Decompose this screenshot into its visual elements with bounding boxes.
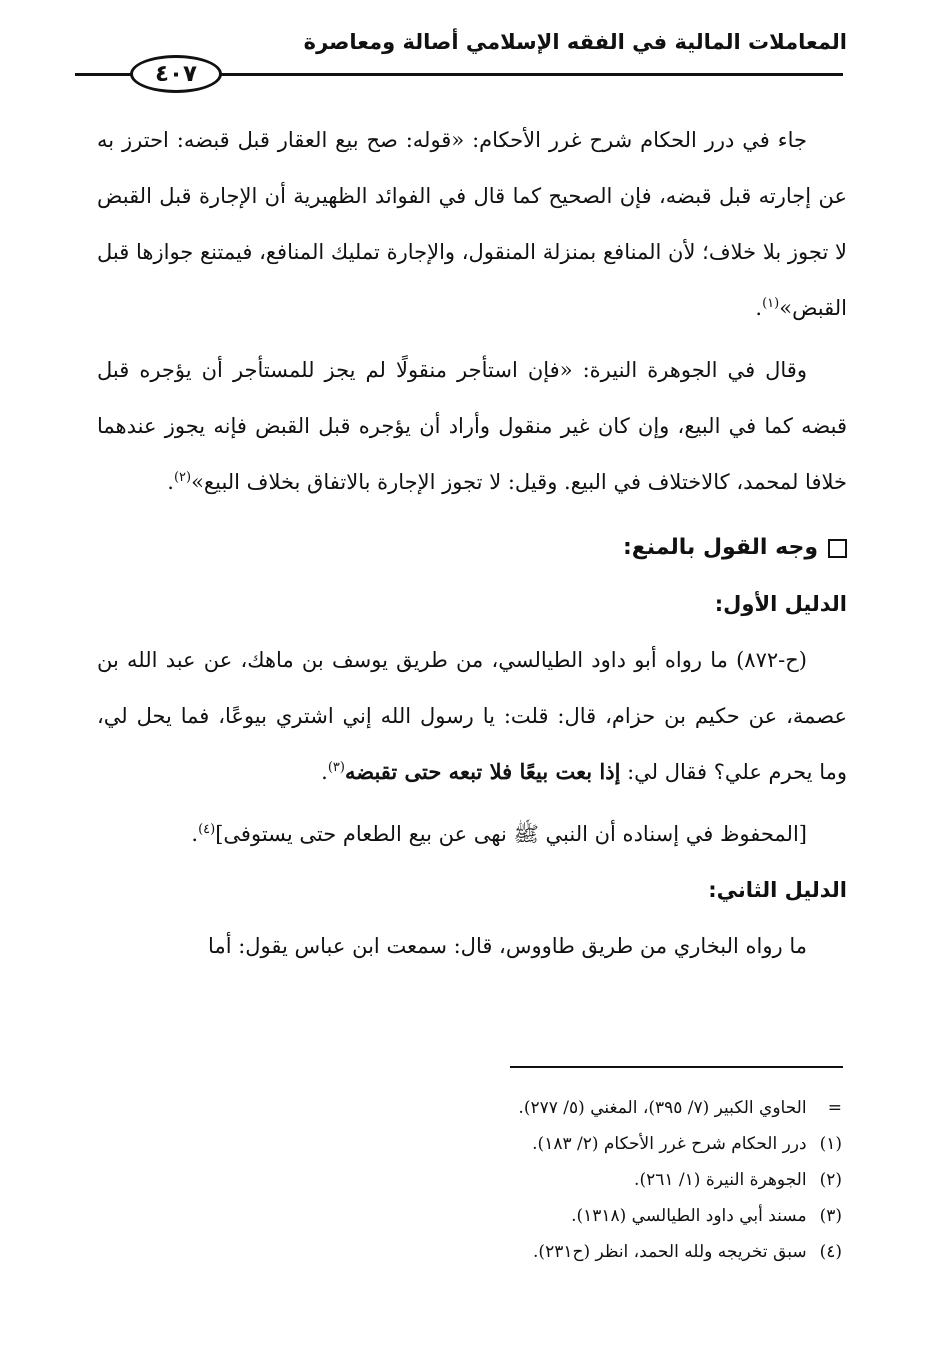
footnote-text: الحاوي الكبير (٧/ ٣٩٥)، المغني (٥/ ٢٧٧). xyxy=(518,1098,807,1118)
footnote-text: الجوهرة النيرة (١/ ٢٦١). xyxy=(634,1170,807,1190)
paragraph-end: . xyxy=(755,296,763,320)
evidence-two-heading: الدليل الثاني: xyxy=(708,878,847,902)
paragraph-jawhara xyxy=(97,342,847,510)
footnote-marker: (١) xyxy=(819,1134,842,1154)
footnote xyxy=(97,1234,842,1270)
footnote-ref[interactable]: (١) xyxy=(762,296,780,311)
evidence-one-heading: الدليل الأول: xyxy=(714,592,847,616)
paragraph-text: وقال في الجوهرة النيرة: «فإن استأجر منقولًا لم يجز للمستأجر أن يؤجره قبل قبضه كما في البيع، وإن كان غير منقول وأراد أن يؤجره قبل القبض فإنه يجوز عندهما خلافا لمحمد، كالاختلاف في البيع. وقيل: لا تجوز الإجارة بالاتفاق بخلاف البيع» xyxy=(97,358,847,494)
footnote xyxy=(97,1162,842,1198)
paragraph-bukhari xyxy=(97,918,847,974)
paragraph-end: . xyxy=(321,760,328,784)
footnote-marker: (٤) xyxy=(819,1242,842,1262)
footnote-marker: (٢) xyxy=(819,1170,842,1190)
footnote xyxy=(97,1090,842,1126)
footnote-rule xyxy=(510,1066,843,1068)
paragraph-text: جاء في درر الحكام شرح غرر الأحكام: «قوله: صح بيع العقار قبل قبضه: احترز به عن إجارته قبل قبضه، فإن الصحيح كما قال في الفوائد الظهيرية أن الإجارة قبل القبض لا تجوز بلا خلاف؛ لأن المنافع بمنزلة المنقول، والإجارة تمليك المنافع، فيمتنع جوازها قبل القبض» xyxy=(97,128,847,320)
footnote-ref[interactable]: (٢) xyxy=(173,470,192,485)
paragraph-hadith xyxy=(97,632,847,800)
paragraph-mahfuz xyxy=(97,806,847,862)
footnote-ref[interactable]: (٣) xyxy=(327,760,345,775)
paragraph-end: . xyxy=(191,822,199,846)
footnote xyxy=(97,1198,842,1234)
hadith-text: إذا بعت بيعًا فلا تبعه حتى تقبضه xyxy=(344,759,621,784)
footnote-marker: (٣) xyxy=(819,1206,842,1226)
page-number: ٤٠٧ xyxy=(130,55,222,93)
footnote-marker: = xyxy=(827,1098,842,1118)
section-heading-text: وجه القول بالمنع: xyxy=(622,535,818,560)
paragraph-text: (ح-٨٧٢) ما رواه أبو داود الطيالسي، من طريق يوسف بن ماهك، عن عبد الله بن عصمة، عن حكيم بن حزام، قال: قلت: يا رسول الله إني اشتري بيوعًا، فما يحل لي، وما يحرم علي؟ فقال لي: xyxy=(97,648,847,784)
footnotes xyxy=(97,1090,842,1270)
footnote-ref[interactable]: (٤) xyxy=(198,822,216,837)
footnote-text: درر الحكام شرح غرر الأحكام (٢/ ١٨٣). xyxy=(532,1134,807,1154)
body-text xyxy=(97,112,847,974)
footnote xyxy=(97,1126,842,1162)
paragraph-durar xyxy=(97,112,847,336)
running-header: المعاملات المالية في الفقه الإسلامي أصالة ومعاصرة xyxy=(303,30,847,54)
paragraph-text: [المحفوظ في إسناده أن النبي ﷺ نهى عن بيع الطعام حتى يستوفى] xyxy=(215,822,807,846)
section-heading xyxy=(97,520,847,576)
footnote-text: سبق تخريجه ولله الحمد، انظر (ح٢٣١). xyxy=(533,1242,807,1262)
checkbox-icon xyxy=(828,539,847,558)
footnote-text: مسند أبي داود الطيالسي (١٣١٨). xyxy=(571,1206,807,1226)
paragraph-end: . xyxy=(167,470,174,494)
paragraph-text: ما رواه البخاري من طريق طاووس، قال: سمعت ابن عباس يقول: أما xyxy=(208,934,807,958)
